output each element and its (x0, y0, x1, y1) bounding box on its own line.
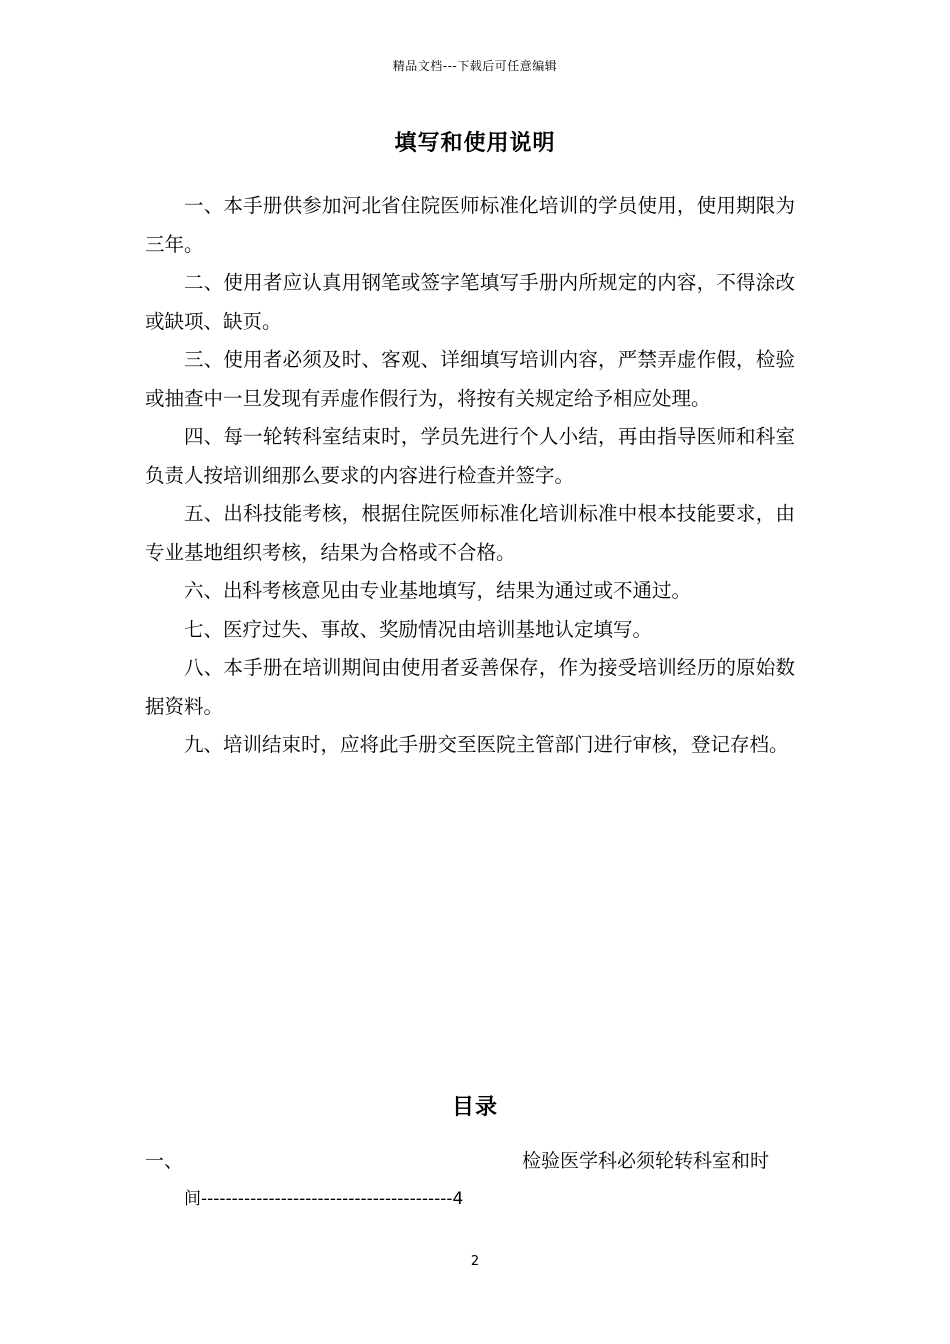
instruction-paragraph-3: 三、使用者必须及时、客观、详细填写培训内容，严禁弄虚作假，检验或抽查中一旦发现有弄虚作假行为，将按有关规定给予相应处理。 (145, 348, 795, 410)
instruction-paragraph-1: 一、本手册供参加河北省住院医师标准化培训的学员使用，使用期限为三年。 (145, 194, 795, 256)
instruction-paragraph-5: 五、出科技能考核，根据住院医师标准化培训标准中根本技能要求，由专业基地组织考核，结果为合格或不合格。 (145, 502, 795, 564)
instructions-body (145, 187, 795, 765)
instruction-paragraph-9: 九、培训结束时，应将此手册交至医院主管部门进行审核，登记存档。 (184, 733, 789, 756)
instruction-paragraph-7: 七、医疗过失、事故、奖励情况由培训基地认定填写。 (184, 617, 653, 641)
instruction-paragraph-8: 八、本手册在培训期间由使用者妥善保存，作为接受培训经历的原始数据资料。 (145, 656, 795, 718)
instruction-paragraph-2: 二、使用者应认真用钢笔或签字笔填写手册内所规定的内容，不得涂改或缺项、缺页。 (145, 271, 795, 333)
toc-entry[interactable] (145, 1146, 795, 1172)
toc-title: 目录 (451, 1095, 498, 1120)
instruction-paragraph-4: 四、每一轮转科室结束时，学员先进行个人小结，再由指导医师和科室负责人按培训细那么要求的内容进行检查并签字。 (145, 425, 795, 487)
page-number: 2 (470, 1254, 480, 1269)
toc-entry-text: 检验医学科必须轮转科室和时 (522, 1150, 770, 1172)
toc-entry-number: 一、 (145, 1150, 184, 1172)
instruction-paragraph-6: 六、出科考核意见由专业基地填写，结果为通过或不通过。 (184, 579, 692, 602)
page-title: 填写和使用说明 (394, 131, 556, 156)
page-header: 精品文档---下载后可任意编辑 (392, 59, 558, 73)
toc-entry-continuation[interactable]: 间-----------------------------------------4 (184, 1189, 464, 1209)
